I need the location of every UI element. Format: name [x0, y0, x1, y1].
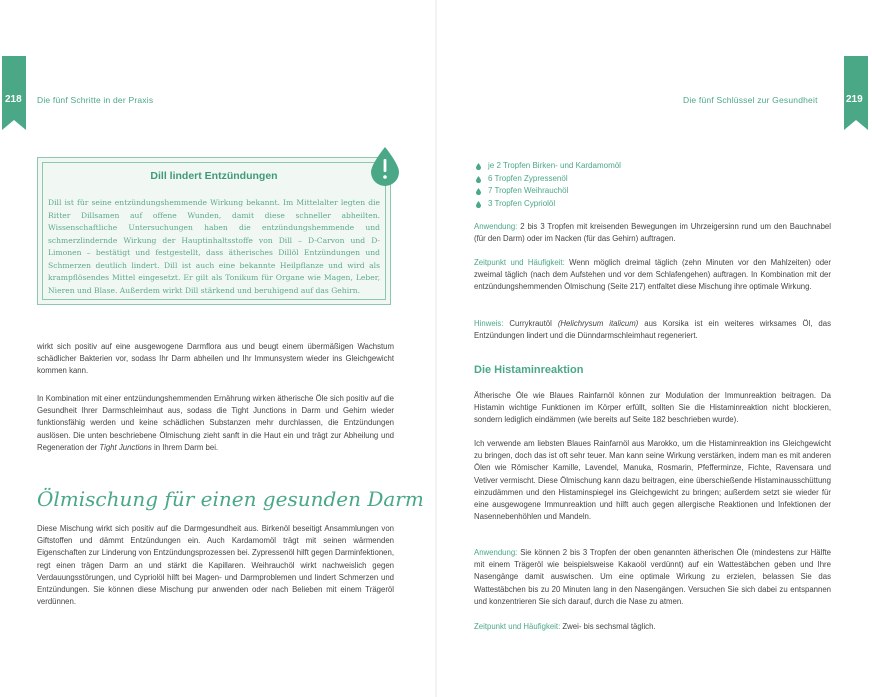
drop-bullet-icon	[476, 201, 481, 208]
right-paragraph-2: Ich verwende am liebsten Blaues Rainfarnöl aus Marokko, um die Histaminreaktion ins Gleichgewicht zu bringen, doch das ist oft sehr teuer. Man kann seine Wirkung verstärken, indem man es mit anderen Ölen wie Römischer Kamille, Lavendel, Manuka, Rosmarin, Pfefferminze, Fichte, Ravensara und Vetiver vermischt. Diese Ölmischung kann dazu beitragen, eine überschießende Histaminausschüttung einzudämmen und den Histaminspiegel ins Gleichgewicht zu bringen; außerdem setzt sie wieder für eine ausgewogene Immunreaktion und hilft auch gegen allergische Reaktionen und Infektionen der Nasennebenhöhlen und Mandeln.	[474, 439, 831, 522]
ingredient-list	[476, 160, 621, 210]
list-item: 7 Tropfen Weihrauchöl	[476, 185, 621, 198]
list-item: je 2 Tropfen Birken- und Kardamomöl	[476, 160, 621, 173]
right-paragraph-1: Ätherische Öle wie Blaues Rainfarnöl können zur Modulation der Immunreaktion beitragen. Da Histamin wichtige Funktionen im Körper erfüllt, sollten Sie die Histaminreaktion nicht blockieren, sondern lediglich eindämmen (wie bereits auf Seite 182 beschrieben wurde).	[474, 391, 831, 425]
running-head-right: Die fünf Schlüssel zur Gesundheit	[683, 95, 818, 105]
zeitpunkt-paragraph-2	[474, 621, 831, 633]
list-item: 6 Tropfen Zypressenöl	[476, 173, 621, 186]
left-paragraph-2	[37, 393, 394, 454]
info-box-body: Dill ist für seine entzündungshemmende Wirkung bekannt. Im Mittelalter legten die Ritter Dillsamen auf offene Wunden, damit diese schneller abheilten. Wissenschaftliche Untersuchungen haben die entzündungshemmende und schmerzlindernde Wirkung der Hauptinhaltsstoffe von Dill – D-Carvon und D-Limonen – bestätigt und festgestellt, dass ätherisches Dillöl Entzündungen und Schmerzen deutlich lindert. Dill ist auch eine bekannte Heilpflanze und wird als krampflösendes Mittel eingesetzt. Er gilt als Tonikum für Organe wie Magen, Leber, Nieren und Blase. Außerdem wirkt Dill stärkend und beruhigend auf das Gehirn.	[48, 198, 380, 295]
info-box	[37, 157, 391, 305]
zeitpunkt-paragraph-1	[474, 257, 831, 294]
page-tab-left	[2, 56, 26, 120]
left-paragraph-2-text-a: In Kombination mit einer entzündungshemmenden Ernährung wirken ätherische Öle sich positiv auf die Gesundheit Ihrer Darmschleimhaut aus, sodass die Tight Junctions in Darm und Gehirn wieder funktionsfähig werden und keine schädlichen Substanzen mehr durchlassen, die Entzündungen auslösen. Die unten beschriebene Ölmischung zieht sanft in die Haut ein und trägt zur Abheilung und Regeneration der	[37, 394, 394, 452]
left-paragraph-2-italic: Tight Junctions	[99, 442, 152, 452]
page-gutter	[435, 0, 437, 697]
zeitpunkt-text-2: Zwei- bis sechsmal täglich.	[560, 622, 656, 631]
list-item: 3 Tropfen Cypriolöl	[476, 198, 621, 211]
hinweis-paragraph	[474, 318, 831, 342]
left-paragraph-3: Diese Mischung wirkt sich positiv auf die Darmgesundheit aus. Birkenöl beseitigt Ansammlungen von Giftstoffen und dämmt Entzündungen ein. Auch Kardamomöl trägt mit seinen wärmenden Eigenschaften zur Linderung von Entzündungsprozessen bei. Zypressenöl hilft gegen Darminfektionen, regt einen trägen Darm an und stärkt die Kapillaren. Weihrauchöl wirkt nachweislich gegen Verdauungsstörungen, und Cypriolöl hilft bei Magen- und Darmproblemen und lindert Schmerzen und Entzündungen. Sie können diese Mischung pur anwenden oder nach Belieben mit einem Trägeröl verdünnen.	[37, 524, 394, 607]
page-number-left: 218	[5, 94, 22, 105]
hinweis-text-a: Currykrautöl	[503, 319, 558, 328]
hinweis-text-b: aus Korsika ist ein weiteres wirksames Öl, das Entzündungen lindert und die Dünndarmschleimhaut regeneriert.	[474, 319, 832, 341]
hinweis-label: Hinweis:	[474, 319, 504, 328]
section-heading: Die Histaminreaktion	[474, 364, 584, 376]
drop-bullet-icon	[476, 176, 481, 183]
left-paragraph-1: wirkt sich positiv auf eine ausgewogene Darmflora aus und beugt einem übermäßigen Wachstum schädlicher Bakterien vor, sodass Ihr Darm abheilen und Ihr Immunsystem wieder ins Gleichgewicht kommen kann.	[37, 342, 394, 376]
zeitpunkt-label-2: Zeitpunkt und Häufigkeit:	[474, 622, 561, 631]
anwendung-text-2: Sie können 2 bis 3 Tropfen der oben genannten ätherischen Öle (mindestens zur Hälfte mit einem Trägeröl wie beispielsweise Kakaoöl verdünnt) auf ein Wattestäbchen geben und Ihre Nasengänge damit auswischen. Um eine optimale Wirkung zu erzielen, belassen Sie das Wattestäbchen bis zu 20 Minuten lang in den Nasengängen. Versuchen Sie sich dabei zu entspannen und konzentrieren Sie sich darauf, durch die Nase zu atmen.	[474, 548, 831, 606]
drop-bullet-icon	[476, 188, 481, 195]
drop-bullet-icon	[476, 163, 481, 170]
anwendung-paragraph-1	[474, 221, 831, 245]
anwendung-text-1: 2 bis 3 Tropfen mit kreisenden Bewegungen im Uhrzeigersinn rund um den Bauchnabel (für den Darm) oder im Nacken (für das Gehirn) auftragen.	[474, 222, 831, 244]
left-paragraph-2-text-b: in Ihrem Darm bei.	[151, 442, 219, 452]
zeitpunkt-label-1: Zeitpunkt und Häufigkeit:	[474, 258, 565, 267]
hinweis-italic: (Helichrysum italicum)	[557, 319, 639, 328]
anwendung-label-1: Anwendung:	[474, 222, 518, 231]
page-tab-right	[844, 56, 868, 120]
anwendung-paragraph-2	[474, 547, 831, 608]
running-head-left: Die fünf Schritte in der Praxis	[37, 95, 154, 105]
drop-exclamation-icon	[370, 146, 400, 186]
zeitpunkt-text-1: Wenn möglich dreimal täglich (zehn Minuten vor den Mahlzeiten) oder zweimal täglich (nach dem Aufstehen und vor dem Schlafengehen) auftragen. In Kombination mit der entzündungshemmenden Ölmischung (Seite 217) entfaltet diese Mischung ihre optimale Wirkung.	[474, 258, 831, 292]
anwendung-label-2: Anwendung:	[474, 548, 518, 557]
section-title-script: Ölmischung für einen gesunden Darm	[37, 487, 424, 511]
info-box-title: Dill lindert Entzündungen	[150, 170, 278, 182]
page-number-right: 219	[846, 94, 863, 105]
